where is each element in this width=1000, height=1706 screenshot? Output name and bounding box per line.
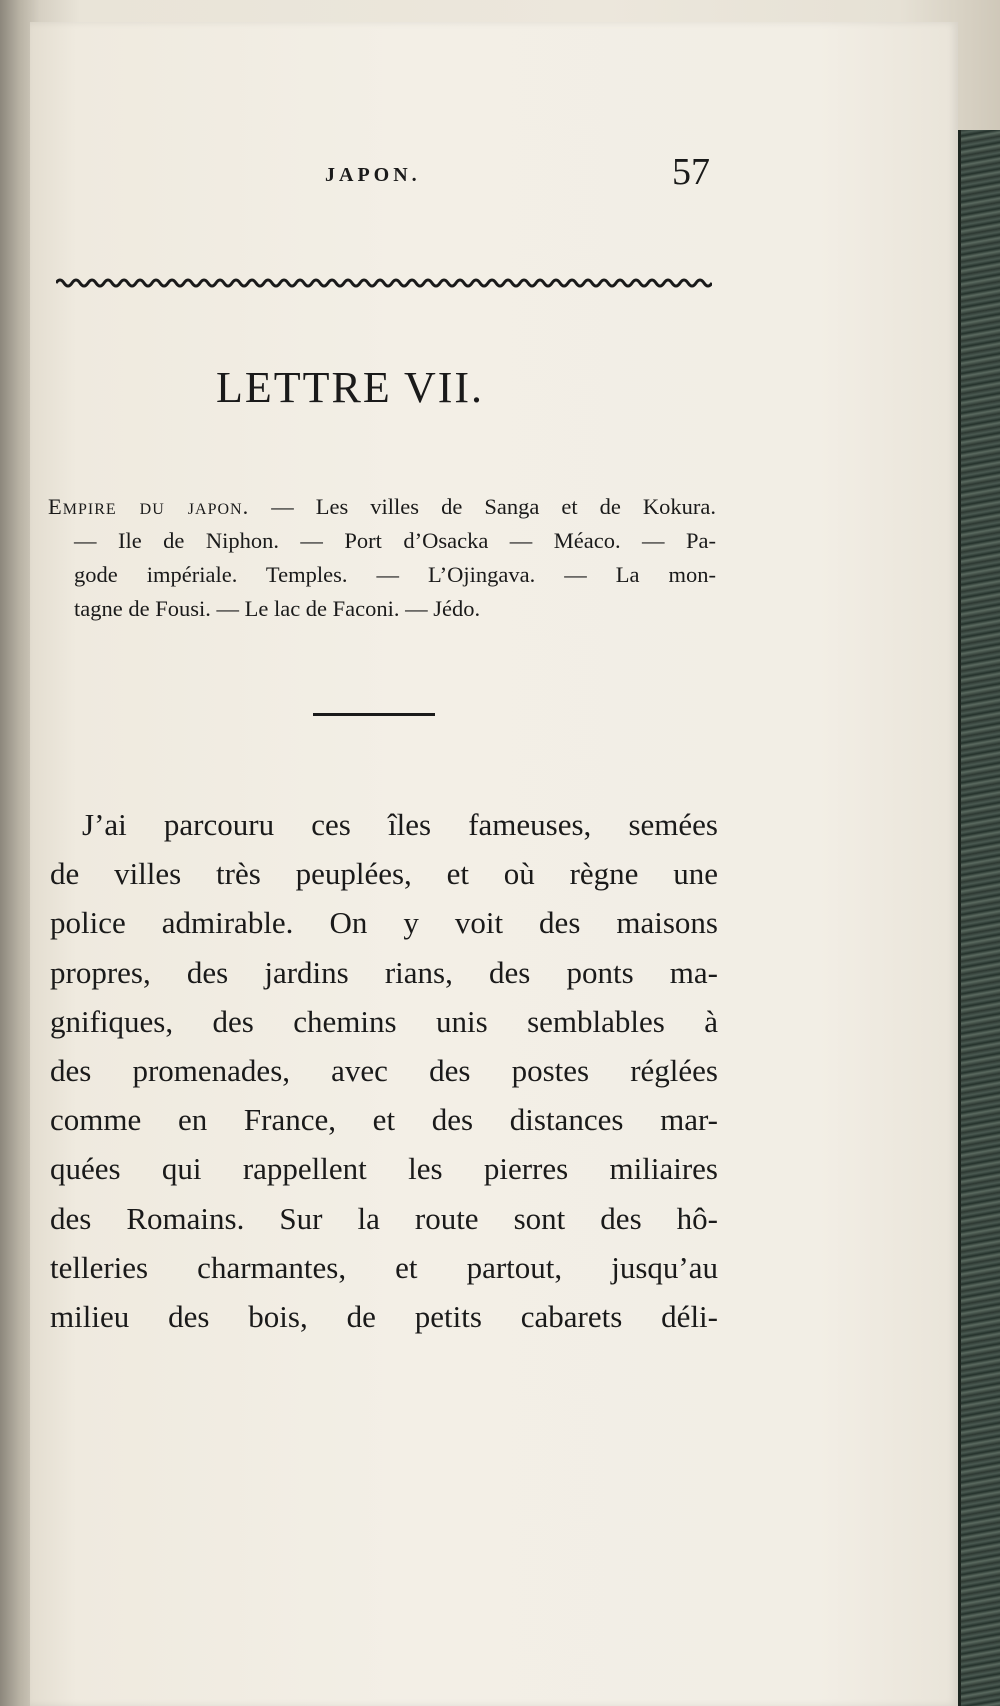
body-line: telleries charmantes, et partout, jusqu’au <box>50 1249 718 1285</box>
body-line: quées qui rappellent les pierres miliaires <box>50 1151 718 1187</box>
chapter-summary <box>48 490 716 626</box>
body-line: gnifiques, des chemins unis semblables à <box>50 1003 718 1039</box>
body-paragraph <box>50 800 718 1341</box>
ornamental-wavy-rule <box>56 276 712 290</box>
chapter-title: LETTRE VII. <box>216 363 485 412</box>
page-number: 57 <box>672 151 710 193</box>
summary-lead: Empire du japon. <box>48 494 250 519</box>
summary-line: tagne de Fousi. — Le lac de Faconi. — Jédo. <box>74 596 481 621</box>
body-line: milieu des bois, de petits cabarets déli- <box>50 1299 718 1335</box>
marbled-book-edge <box>958 130 1000 1706</box>
body-line: de villes très peuplées, et où règne une <box>50 856 718 892</box>
summary-line: gode impériale. Temples. — L’Ojingava. — La mon- <box>74 562 716 587</box>
summary-line-text: — Les villes de Sanga et de Kokura. <box>271 494 716 519</box>
summary-line: — Ile de Niphon. — Port d’Osacka — Méaco. — Pa- <box>74 528 716 553</box>
body-line: propres, des jardins rians, des ponts ma- <box>50 954 718 990</box>
summary-line <box>48 490 716 524</box>
body-line: comme en France, et des distances mar- <box>50 1102 718 1138</box>
body-line: J’ai parcouru ces îles fameuses, semées <box>82 807 718 842</box>
running-title: JAPON. <box>325 164 421 186</box>
section-divider <box>313 713 435 716</box>
body-line: des promenades, avec des postes réglées <box>50 1053 718 1089</box>
body-line: police admirable. On y voit des maisons <box>50 905 718 941</box>
body-line: des Romains. Sur la route sont des hô- <box>50 1200 718 1236</box>
